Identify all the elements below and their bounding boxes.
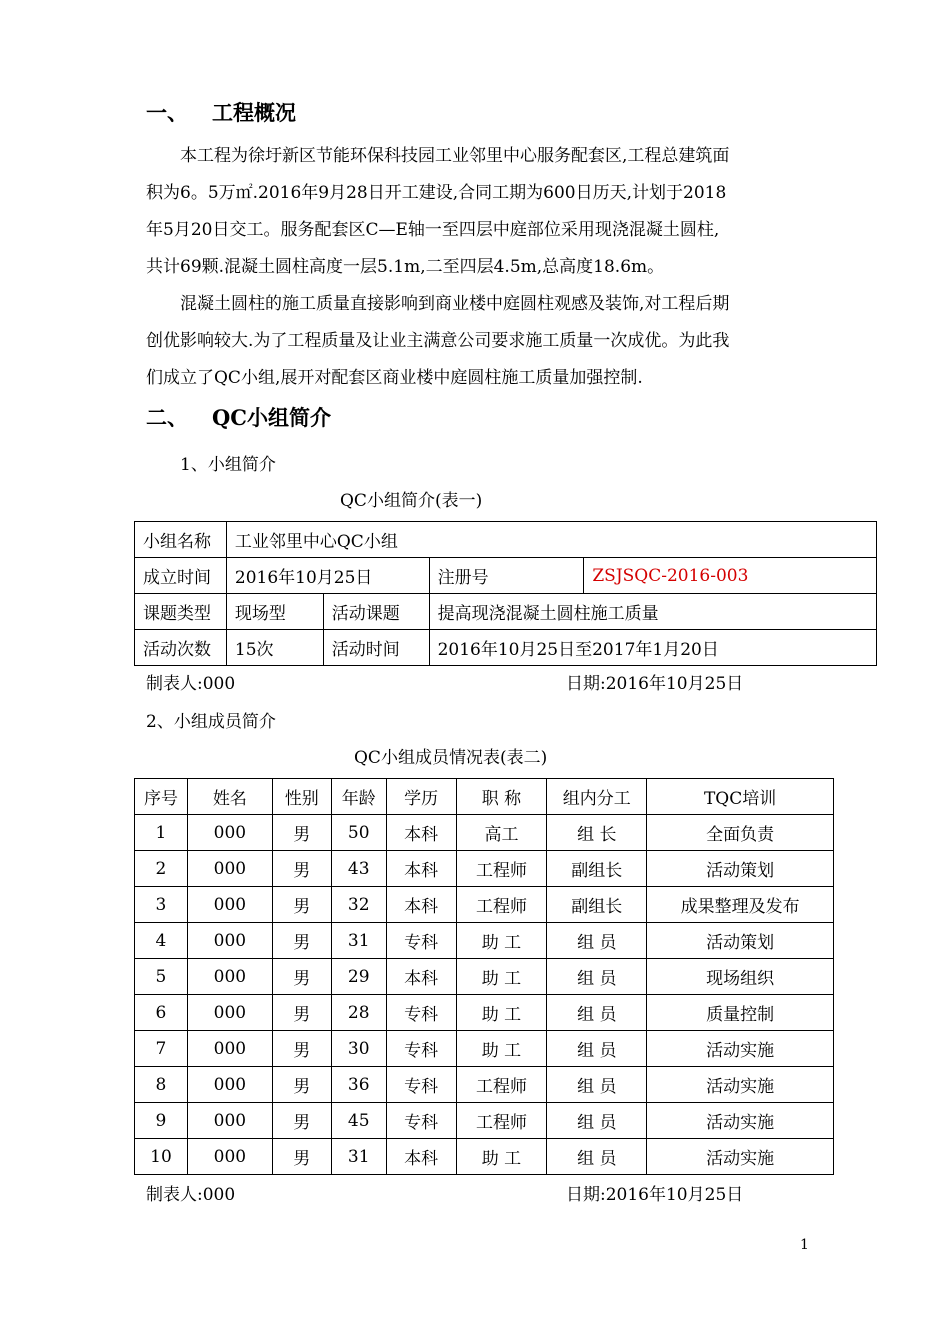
topic-type-value: 现场型 xyxy=(226,594,323,630)
table-cell: 组 员 xyxy=(547,1031,647,1067)
table-cell: 000 xyxy=(187,995,272,1031)
table-cell: 男 xyxy=(272,923,331,959)
table-cell: 高工 xyxy=(456,815,547,851)
table-cell: 31 xyxy=(331,1139,386,1175)
table-cell: 现场组织 xyxy=(647,959,834,995)
section1-line-7: 们成立了QC小组,展开对配套区商业楼中庭圆柱施工质量加强控制. xyxy=(146,368,643,388)
table2-maker: 制表人:000 xyxy=(146,1185,236,1205)
table-cell: 10 xyxy=(135,1139,188,1175)
table-cell: 45 xyxy=(331,1103,386,1139)
table-cell: 30 xyxy=(331,1031,386,1067)
table-cell: 000 xyxy=(187,1067,272,1103)
table-row xyxy=(135,1103,834,1139)
table-cell: 组 员 xyxy=(547,923,647,959)
table-cell: 组 员 xyxy=(547,1103,647,1139)
table-cell: 男 xyxy=(272,815,331,851)
table-cell: 质量控制 xyxy=(647,995,834,1031)
table-cell: 组 员 xyxy=(547,1139,647,1175)
subsection-1-heading: 1、小组简介 xyxy=(180,455,276,475)
table-cell: 000 xyxy=(187,815,272,851)
table-cell: 专科 xyxy=(386,1031,456,1067)
section1-line-2: 积为6。5万㎡.2016年9月28日开工建设,合同工期为600日历天,计划于2018 xyxy=(146,183,727,203)
table-cell: 男 xyxy=(272,1103,331,1139)
table-row xyxy=(135,1031,834,1067)
table-cell: 组 员 xyxy=(547,959,647,995)
table-cell: 32 xyxy=(331,887,386,923)
table2-date: 日期:2016年10月25日 xyxy=(566,1185,744,1205)
table-cell: 3 xyxy=(135,887,188,923)
table-cell: 000 xyxy=(187,1031,272,1067)
table-cell: 4 xyxy=(135,923,188,959)
col-header: 姓名 xyxy=(187,779,272,815)
col-header: 序号 xyxy=(135,779,188,815)
activity-time-label: 活动时间 xyxy=(323,630,429,666)
table-cell: 成果整理及发布 xyxy=(647,887,834,923)
activity-topic-value: 提高现浇混凝土圆柱施工质量 xyxy=(429,594,876,630)
table-cell: 组 员 xyxy=(547,1067,647,1103)
table-cell: 活动实施 xyxy=(647,1139,834,1175)
table-cell: 活动实施 xyxy=(647,1031,834,1067)
table-cell: 组 长 xyxy=(547,815,647,851)
table-cell: 助 工 xyxy=(456,995,547,1031)
table-cell: 43 xyxy=(331,851,386,887)
table-cell: 工程师 xyxy=(456,851,547,887)
table-cell: 活动策划 xyxy=(647,851,834,887)
section1-line-5: 混凝土圆柱的施工质量直接影响到商业楼中庭圆柱观感及装饰,对工程后期 xyxy=(180,294,730,314)
table-row xyxy=(135,815,834,851)
table-cell: 5 xyxy=(135,959,188,995)
group-name-label: 小组名称 xyxy=(135,522,227,558)
table-cell: 000 xyxy=(187,1139,272,1175)
section2-number: 二、 xyxy=(146,405,188,430)
section1-line-6: 创优影响较大.为了工程质量及让业主满意公司要求施工质量一次成优。为此我 xyxy=(146,331,730,351)
table-row xyxy=(135,959,834,995)
founded-value: 2016年10月25日 xyxy=(226,558,429,594)
table-cell: 男 xyxy=(272,887,331,923)
table-cell: 专科 xyxy=(386,923,456,959)
group-info-table xyxy=(134,521,877,666)
table-cell: 本科 xyxy=(386,959,456,995)
table-cell: 助 工 xyxy=(456,1139,547,1175)
table-cell: 2 xyxy=(135,851,188,887)
table-cell: 助 工 xyxy=(456,959,547,995)
table-cell: 本科 xyxy=(386,1139,456,1175)
table-row xyxy=(135,851,834,887)
table1-caption: QC小组简介(表一) xyxy=(340,491,483,511)
table-row xyxy=(135,630,877,666)
col-header: 组内分工 xyxy=(547,779,647,815)
table-cell: 9 xyxy=(135,1103,188,1139)
table-cell: 本科 xyxy=(386,887,456,923)
table-row xyxy=(135,1139,834,1175)
table-cell: 组 员 xyxy=(547,995,647,1031)
table-cell: 男 xyxy=(272,959,331,995)
table-cell: 6 xyxy=(135,995,188,1031)
table-cell: 8 xyxy=(135,1067,188,1103)
members-table xyxy=(134,778,834,1175)
col-header: 性别 xyxy=(272,779,331,815)
activity-count-value: 15次 xyxy=(226,630,323,666)
col-header: 职 称 xyxy=(456,779,547,815)
table-cell: 工程师 xyxy=(456,1103,547,1139)
page-number: 1 xyxy=(800,1237,809,1253)
section1-number: 一、 xyxy=(146,100,188,125)
topic-type-label: 课题类型 xyxy=(135,594,227,630)
table-row xyxy=(135,887,834,923)
section2-title: QC小组简介 xyxy=(212,405,332,430)
table-cell: 50 xyxy=(331,815,386,851)
section1-line-4: 共计69颗.混凝土圆柱高度一层5.1m,二至四层4.5m,总高度18.6m。 xyxy=(146,257,665,277)
founded-label: 成立时间 xyxy=(135,558,227,594)
table-cell: 男 xyxy=(272,1139,331,1175)
table-cell: 29 xyxy=(331,959,386,995)
table-row xyxy=(135,1067,834,1103)
group-name-value: 工业邻里中心QC小组 xyxy=(226,522,876,558)
table-row xyxy=(135,923,834,959)
reg-number-value: ZSJSQC-2016-003 xyxy=(584,558,877,594)
reg-label: 注册号 xyxy=(429,558,584,594)
table-cell: 活动实施 xyxy=(647,1103,834,1139)
table-cell: 000 xyxy=(187,959,272,995)
table-cell: 000 xyxy=(187,1103,272,1139)
table-cell: 活动策划 xyxy=(647,923,834,959)
table-cell: 工程师 xyxy=(456,887,547,923)
table-cell: 男 xyxy=(272,995,331,1031)
col-header: 学历 xyxy=(386,779,456,815)
table-cell: 专科 xyxy=(386,1103,456,1139)
section1-title: 工程概况 xyxy=(212,100,296,125)
table-cell: 专科 xyxy=(386,995,456,1031)
table2-caption: QC小组成员情况表(表二) xyxy=(354,748,548,768)
table-cell: 000 xyxy=(187,887,272,923)
activity-topic-label: 活动课题 xyxy=(323,594,429,630)
section1-line-1: 本工程为徐圩新区节能环保科技园工业邻里中心服务配套区,工程总建筑面 xyxy=(180,146,730,166)
table-header-row xyxy=(135,779,834,815)
activity-count-label: 活动次数 xyxy=(135,630,227,666)
table-cell: 男 xyxy=(272,1067,331,1103)
table-cell: 助 工 xyxy=(456,1031,547,1067)
subsection-2-heading: 2、小组成员简介 xyxy=(146,712,276,732)
table-cell: 副组长 xyxy=(547,887,647,923)
activity-time-value: 2016年10月25日至2017年1月20日 xyxy=(429,630,876,666)
table-cell: 本科 xyxy=(386,851,456,887)
table-cell: 7 xyxy=(135,1031,188,1067)
table-cell: 本科 xyxy=(386,815,456,851)
table-row xyxy=(135,558,877,594)
col-header: 年龄 xyxy=(331,779,386,815)
table-row xyxy=(135,995,834,1031)
table-cell: 专科 xyxy=(386,1067,456,1103)
section1-line-3: 年5月20日交工。服务配套区C—E轴一至四层中庭部位采用现浇混凝土圆柱, xyxy=(146,220,720,240)
table-cell: 工程师 xyxy=(456,1067,547,1103)
table-cell: 全面负责 xyxy=(647,815,834,851)
table-cell: 36 xyxy=(331,1067,386,1103)
table-cell: 活动实施 xyxy=(647,1067,834,1103)
table1-date: 日期:2016年10月25日 xyxy=(566,674,744,694)
col-header: TQC培训 xyxy=(647,779,834,815)
table-cell: 000 xyxy=(187,851,272,887)
table-row xyxy=(135,522,877,558)
table-cell: 男 xyxy=(272,1031,331,1067)
table1-maker: 制表人:000 xyxy=(146,674,236,694)
table-cell: 31 xyxy=(331,923,386,959)
table-cell: 副组长 xyxy=(547,851,647,887)
table-cell: 1 xyxy=(135,815,188,851)
table-cell: 28 xyxy=(331,995,386,1031)
table-row xyxy=(135,594,877,630)
table-cell: 000 xyxy=(187,923,272,959)
table-cell: 助 工 xyxy=(456,923,547,959)
table-cell: 男 xyxy=(272,851,331,887)
